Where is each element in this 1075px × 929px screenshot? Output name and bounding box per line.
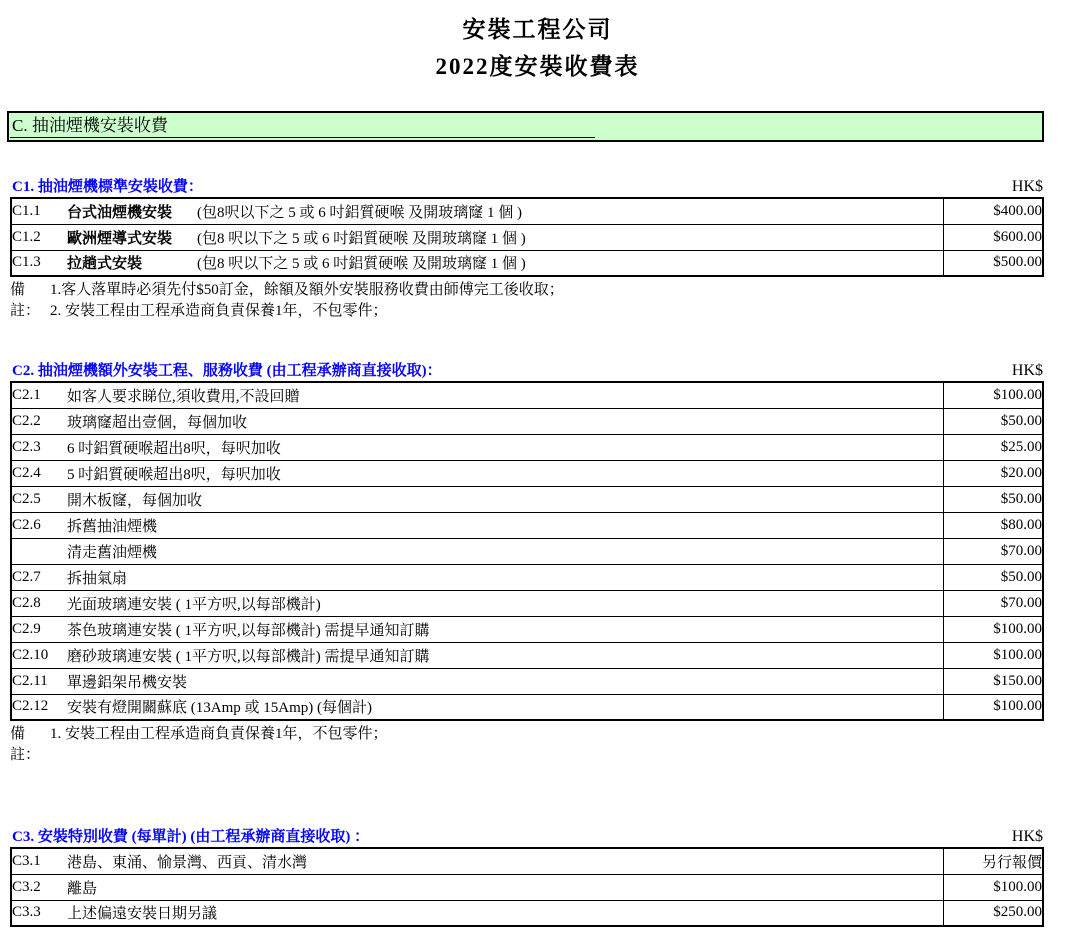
section-banner [7,111,1044,142]
document-title-block [0,0,1075,82]
row-price: $80.00 [943,512,1043,538]
section-c2-currency-label: HK$ [1011,362,1043,379]
row-price: $500.00 [943,250,1043,276]
row-price: $250.00 [943,900,1043,926]
row-price: $70.00 [943,590,1043,616]
row-number: C2.2 [11,408,67,434]
row-number: C2.10 [11,642,67,668]
fee-table-c1 [10,197,1044,277]
row-description: 茶色玻璃連安裝 ( 1平方呎,以每部機計) 需提早通知訂購 [67,616,943,642]
row-description [67,224,943,250]
table-row [11,512,1043,538]
row-description: 拆抽氣扇 [67,564,943,590]
section-c1-notes [10,280,1075,322]
row-number: C2.7 [11,564,67,590]
row-item-detail: (包8呎以下之 5 或 6 吋鋁質硬喉 及開玻璃窿 1 個 ) [197,204,522,221]
row-price: $150.00 [943,668,1043,694]
row-description: 上述偏遠安裝日期另議 [67,900,943,926]
table-row [11,900,1043,926]
row-item-detail: (包8 呎以下之 5 或 6 吋鋁質硬喉 及開玻璃窿 1 個 ) [197,256,526,273]
section-c3-title: C3. 安裝特別收費 (每單計) (由工程承辦商直接收取) ： [12,829,370,845]
fee-table-c3 [10,847,1044,927]
row-description: 港島、東涌、愉景灣、西貢、清水灣 [67,848,943,874]
row-price: $50.00 [943,486,1043,512]
row-description: 6 吋鋁質硬喉超出8呎，每呎加收 [67,434,943,460]
row-number: C2.3 [11,434,67,460]
row-number: C3.1 [11,848,67,874]
section-c2 [0,359,1075,766]
row-price: 另行報價 [943,848,1043,874]
row-description: 安裝有燈開關蘇底 (13Amp 或 15Amp) (每個計) [67,694,943,720]
row-description [67,198,943,224]
table-row [11,382,1043,408]
section-c2-title: C2. 抽油煙機額外安裝工程、服務收費 (由工程承辦商直接收取)： [12,363,442,379]
row-description: 單邊鋁架吊機安裝 [67,668,943,694]
table-row [11,668,1043,694]
section-c1-title: C1. 抽油煙機標準安裝收費： [12,179,203,195]
row-price: $400.00 [943,198,1043,224]
note-line: 2. 安裝工程由工程承造商負責保養1年，不包零件； [50,303,388,319]
row-description: 清走舊油煙機 [67,538,943,564]
section-c2-heading-row [12,359,1044,380]
row-item-name: 歐洲煙導式安裝 [67,230,173,247]
row-description: 開木板窿，每個加收 [67,486,943,512]
row-item-detail: (包8 呎以下之 5 或 6 吋鋁質硬喉 及開玻璃窿 1 個 ) [197,230,526,247]
row-number: C2.1 [11,382,67,408]
row-description: 光面玻璃連安裝 ( 1平方呎,以每部機計) [67,590,943,616]
row-description: 5 吋鋁質硬喉超出8呎，每呎加收 [67,460,943,486]
row-number: C2.11 [11,668,67,694]
table-row [11,486,1043,512]
row-description: 離島 [67,874,943,900]
notes-label: 備註： [10,282,41,319]
row-number [11,538,67,564]
row-number: C2.8 [11,590,67,616]
row-number: C2.6 [11,512,67,538]
section-c1 [0,175,1075,322]
row-item-name: 台式油煙機安裝 [67,204,173,221]
table-row [11,250,1043,276]
notes-label: 備註： [10,726,41,763]
row-description: 拆舊抽油煙機 [67,512,943,538]
fee-table-c2 [10,381,1044,721]
row-price: $25.00 [943,434,1043,460]
row-description: 玻璃窿超出壹個，每個加收 [67,408,943,434]
row-number: C2.9 [11,616,67,642]
row-price: $100.00 [943,694,1043,720]
row-number: C1.1 [11,198,67,224]
section-c1-heading-row [12,175,1044,196]
document-subtitle: 2022度安裝收費表 [435,54,640,79]
section-c1-currency-label: HK$ [1011,178,1043,195]
row-number: C2.4 [11,460,67,486]
table-row [11,694,1043,720]
row-description: 如客人要求睇位,須收費用,不設回贈 [67,382,943,408]
row-number: C2.12 [11,694,67,720]
table-row [11,848,1043,874]
company-title: 安裝工程公司 [462,17,613,42]
row-price: $100.00 [943,616,1043,642]
table-row [11,224,1043,250]
table-row [11,460,1043,486]
table-row [11,198,1043,224]
row-price: $50.00 [943,408,1043,434]
note-line: 1. 安裝工程由工程承造商負責保養1年，不包零件； [50,726,388,742]
section-c3-currency-label: HK$ [1011,828,1043,845]
row-price: $50.00 [943,564,1043,590]
table-row [11,616,1043,642]
table-row [11,408,1043,434]
row-price: $100.00 [943,642,1043,668]
table-row [11,538,1043,564]
note-line: 1.客人落單時必須先付$50訂金，餘額及額外安裝服務收費由師傅完工後收取； [50,282,564,298]
row-price: $20.00 [943,460,1043,486]
row-description [67,250,943,276]
table-row [11,434,1043,460]
table-row [11,590,1043,616]
row-number: C1.3 [11,250,67,276]
row-price: $70.00 [943,538,1043,564]
row-number: C1.2 [11,224,67,250]
section-c3-heading-row [12,825,1044,846]
row-price: $600.00 [943,224,1043,250]
row-item-name: 拉趟式安裝 [67,256,143,273]
table-row [11,874,1043,900]
row-price: $100.00 [943,874,1043,900]
row-number: C3.3 [11,900,67,926]
row-price: $100.00 [943,382,1043,408]
table-row [11,564,1043,590]
table-row [11,642,1043,668]
section-c2-notes [10,724,1075,766]
section-banner-label: C. 抽油煙機安裝收費 [12,116,168,135]
section-c3 [0,825,1075,927]
row-description: 磨砂玻璃連安裝 ( 1平方呎,以每部機計) 需提早通知訂購 [67,642,943,668]
row-number: C3.2 [11,874,67,900]
banner-underline [10,137,595,138]
row-number: C2.5 [11,486,67,512]
